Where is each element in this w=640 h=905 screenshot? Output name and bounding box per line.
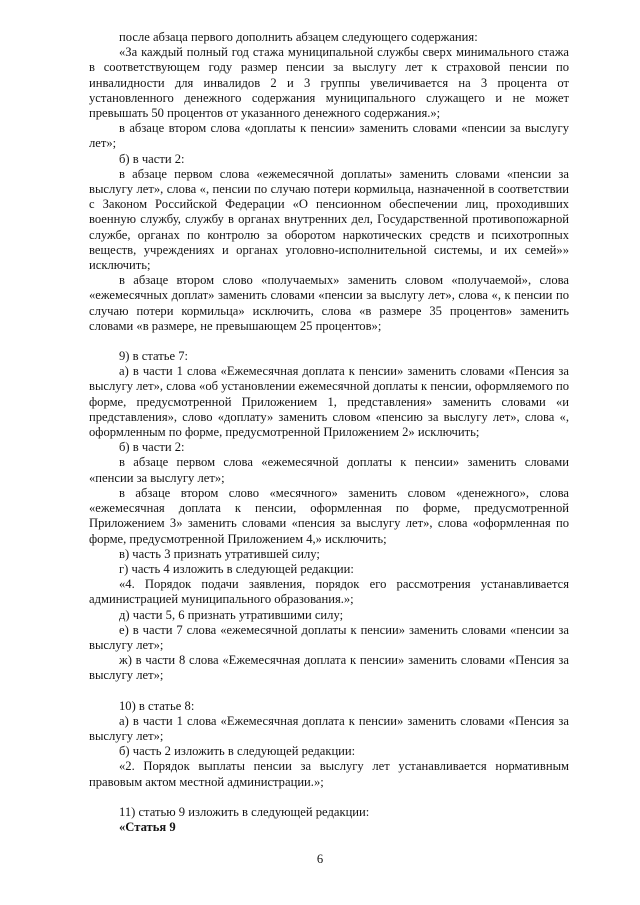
paragraph: д) части 5, 6 признать утратившими силу; (119, 607, 344, 622)
paragraph: в абзаце первом слова «ежемесячной доплаты» заменить словами «пенсии за выслугу лет», слова «, пенсии по случаю потери кормильца, назначенной в соответствии с Законом Российской Федерации «О пенсионном обеспечении лиц, проходивших военную службу, службу в органах внутренних дел, Государственной противопожарной службе, органах по контролю за оборотом наркотических средств и психотропных веществ, учреждениях и органах уголовно-исполнительной системы, и их семей»» исключить; (89, 166, 569, 273)
paragraph: б) часть 2 изложить в следующей редакции: (119, 744, 356, 759)
paragraph: б) в части 2: (119, 440, 185, 455)
paragraph: в абзаце первом слова «ежемесячной доплаты к пенсии» заменить словами «пенсии за выслугу лет»; (89, 455, 569, 485)
article-heading: «Статья 9 (119, 819, 176, 834)
paragraph: г) часть 4 изложить в следующей редакции: (119, 561, 354, 576)
paragraph: а) в части 1 слова «Ежемесячная доплата к пенсии» заменить словами «Пенсия за выслугу лет»; (89, 713, 569, 743)
page-number: 6 (316, 852, 324, 866)
section-heading-item-9: 9) в статье 7: (119, 349, 189, 364)
paragraph: «4. Порядок подачи заявления, порядок его рассмотрения устанавливается администрацией муниципального образования.»; (89, 577, 569, 607)
paragraph: в абзаце втором слово «получаемых» заменить словом «получаемой», слова «ежемесячных доплат» заменить словами «пенсии за выслугу лет», слова «, к пенсии по случаю потери кормильца» исключить, слова «в размере 35 процентов» заменить словами «в размере, не превышающем 25 процентов»; (89, 273, 569, 333)
paragraph: в абзаце втором слово «месячного» заменить словом «денежного», слова «ежемесячная доплата к пенсии, оформленная по форме, предусмотренной Приложением 3» заменить словами «пенсия за выслугу лет», слова «оформленная по форме, предусмотренной Приложением 4,» исключить; (89, 485, 569, 546)
paragraph: в) часть 3 признать утратившей силу; (119, 546, 320, 561)
spacer (89, 334, 569, 349)
paragraph: «За каждый полный год стажа муниципальной службы сверх минимального стажа в соответствующем году размер пенсии за выслугу лет к страховой пенсии по инвалидности для инвалидов 2 и 3 группы увеличивается на 3 процента от установленного денежного содержания муниципального служащего и не может превышать 50 процентов от указанного денежного содержания.»; (89, 45, 569, 121)
spacer (89, 790, 569, 805)
paragraph: «2. Порядок выплаты пенсии за выслугу лет устанавливается нормативным правовым актом местной администрации.»; (89, 759, 569, 789)
document-body (89, 30, 569, 835)
spacer (89, 684, 569, 699)
paragraph: после абзаца первого дополнить абзацем следующего содержания: (119, 30, 478, 44)
section-heading-item-11: 11) статью 9 изложить в следующей редакции: (119, 804, 370, 819)
paragraph: е) в части 7 слова «ежемесячной доплаты к пенсии» заменить словами «пенсии за выслугу лет»; (89, 622, 569, 652)
paragraph: б) в части 2: (119, 151, 185, 166)
paragraph: ж) в части 8 слова «Ежемесячная доплата к пенсии» заменить словами «Пенсия за выслугу лет»; (89, 653, 569, 683)
paragraph: а) в части 1 слова «Ежемесячная доплата к пенсии» заменить словами «Пенсия за выслугу лет», слова «об установлении ежемесячной доплаты к пенсии, оформляемого по форме, предусмотренной Приложением 1, представления» заменить словами «и представления», слово «доплату» заменить словом «пенсию за выслугу лет», слова «, оформленным по форме, предусмотренной Приложением 2» исключить; (89, 364, 569, 440)
section-heading-item-10: 10) в статье 8: (119, 698, 195, 713)
paragraph: в абзаце втором слова «доплаты к пенсии» заменить словами «пенсии за выслугу лет»; (89, 121, 569, 151)
